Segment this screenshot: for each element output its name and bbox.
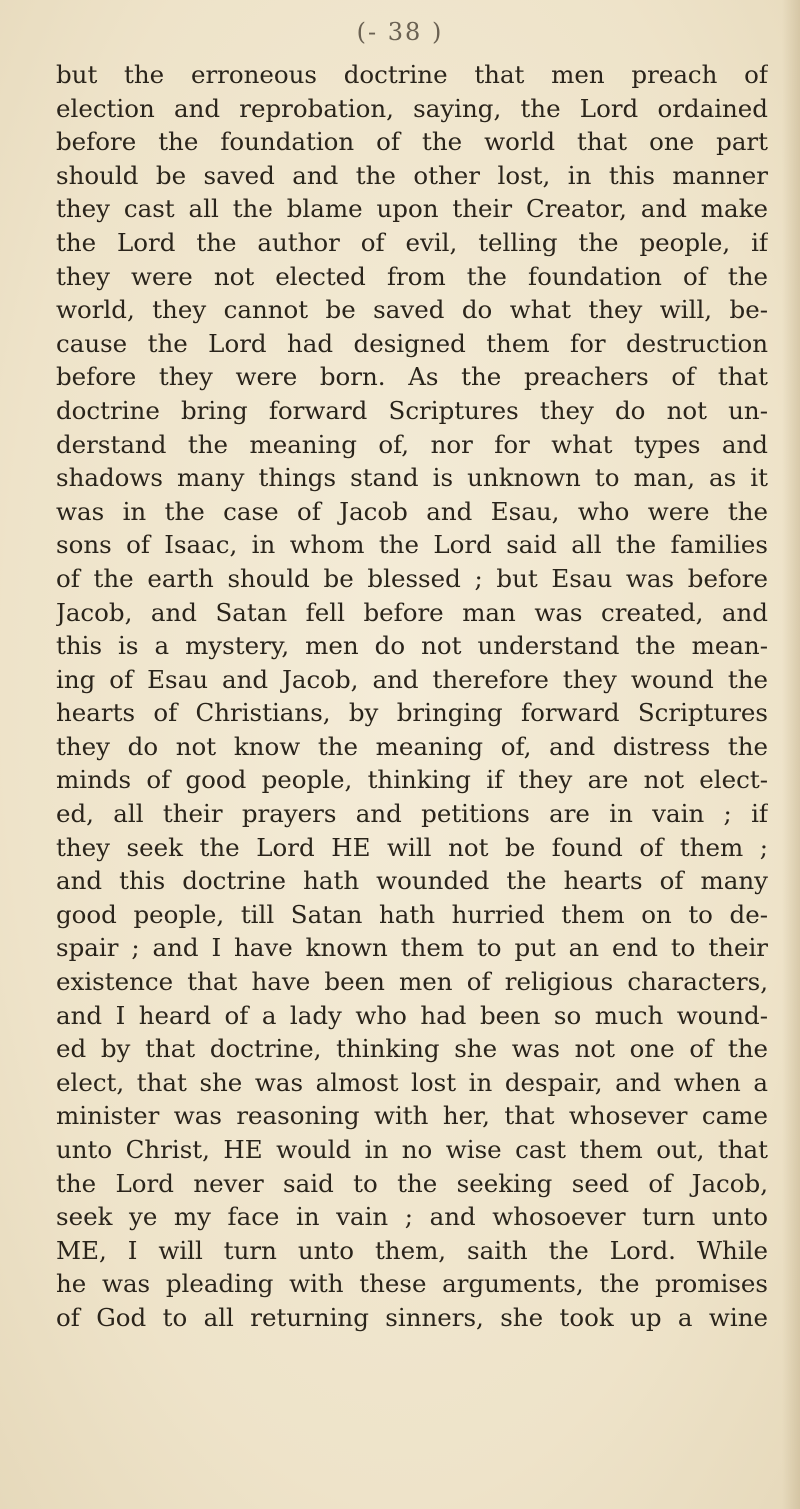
text-line: minds of good people, thinking if they are not elect- (56, 765, 768, 795)
text-line: but the erroneous doctrine that men preach of (56, 60, 768, 89)
text-line: of God to all returning sinners, she took up a wine (56, 1302, 768, 1332)
text-line: ed, all their prayers and petitions are in vain ; if (56, 799, 768, 829)
text-line: and this doctrine hath wounded the hearts of many (56, 866, 768, 896)
text-line: should be saved and the other lost, in this manner (56, 160, 768, 190)
text-line: they were not elected from the foundation of the (56, 261, 768, 291)
text-line: was in the case of Jacob and Esau, who were the (56, 496, 768, 526)
text-line: the Lord the author of evil, telling the people, if (56, 227, 768, 257)
body-text (56, 58, 768, 1335)
text-line: they seek the Lord HE will not be found of them ; (56, 832, 768, 862)
text-line: doctrine bring forward Scriptures they do not un- (56, 395, 768, 425)
text-line: minister was reasoning with her, that whosever came (56, 1101, 768, 1131)
text-line: seek ye my face in vain ; and whosoever turn unto (56, 1202, 768, 1232)
text-line: election and reprobation, saying, the Lord ordained (56, 93, 768, 123)
text-line: elect, that she was almost lost in despair, and when a (56, 1067, 768, 1097)
text-line: unto Christ, HE would in no wise cast them out, that (56, 1135, 768, 1164)
text-line: existence that have been men of religious characters, (56, 967, 768, 997)
text-line: good people, till Satan hath hurried them on to de- (56, 899, 768, 929)
text-line: and I heard of a lady who had been so much wound- (56, 1000, 768, 1030)
text-line: before the foundation of the world that one part (56, 127, 768, 157)
text-line: he was pleading with these arguments, the promises (56, 1269, 768, 1299)
text-line: ing of Esau and Jacob, and therefore they wound the (56, 664, 768, 694)
text-line: derstand the meaning of, nor for what types and (56, 429, 768, 459)
text-line: spair ; and I have known them to put an end to their (56, 933, 768, 963)
text-line: they cast all the blame upon their Creator, and make (56, 194, 768, 224)
text-line: hearts of Christians, by bringing forward Scriptures (56, 698, 768, 728)
page-number: (- 38 ) (356, 18, 444, 46)
text-line: ME, I will turn unto them, saith the Lord. While (56, 1235, 768, 1265)
text-line: of the earth should be blessed ; but Esau was before (56, 563, 768, 593)
text-line: cause the Lord had designed them for destruction (56, 328, 768, 358)
text-line: they do not know the meaning of, and distress the (56, 731, 768, 761)
text-line: ed by that doctrine, thinking she was not one of the (56, 1034, 768, 1064)
text-line: world, they cannot be saved do what they will, be- (56, 295, 768, 325)
text-line: before they were born. As the preachers of that (56, 362, 768, 392)
text-line: this is a mystery, men do not understand the mean- (56, 631, 768, 661)
text-line: the Lord never said to the seeking seed of Jacob, (56, 1168, 768, 1198)
text-line: Jacob, and Satan fell before man was created, and (56, 597, 768, 627)
text-line: sons of Isaac, in whom the Lord said all the families (56, 530, 768, 560)
text-line: shadows many things stand is unknown to man, as it (56, 463, 768, 493)
page-edge-shadow (782, 0, 800, 1509)
